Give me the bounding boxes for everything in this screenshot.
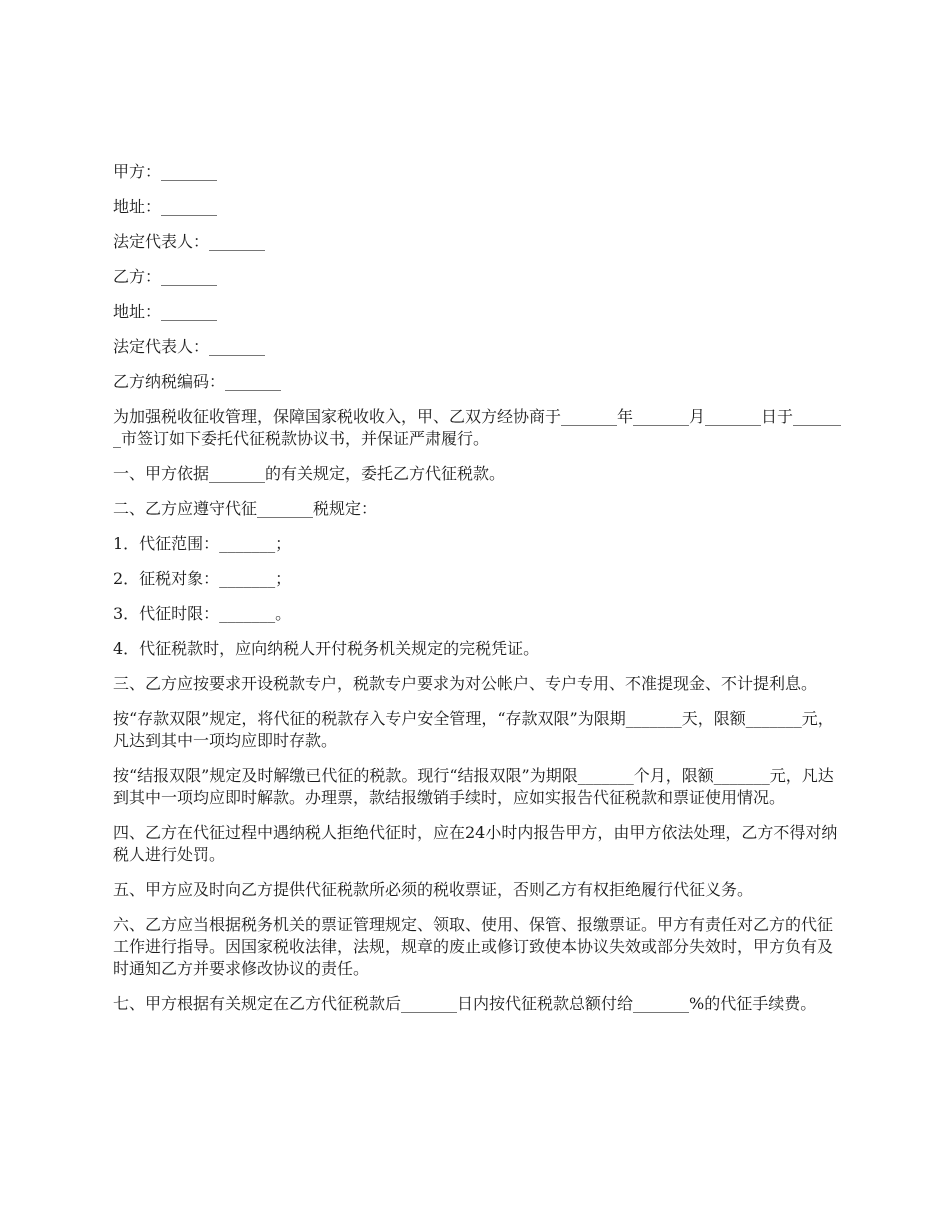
party-a-address-line: 地址：_______ [113, 197, 218, 216]
clause-2: 二、乙方应遵守代征_______税规定： [113, 499, 378, 518]
party-b-legal-rep-line: 法定代表人：_______ [113, 337, 266, 356]
clause-2-item-2: 2．征税对象：_______； [113, 569, 292, 588]
document-body [113, 161, 843, 1028]
clause-7: 七、甲方根据有关规定在乙方代征税款后_______日内按代征税款总额付给_______%的代征手续费。 [113, 994, 817, 1013]
clause-2-item-1: 1．代征范围：_______； [113, 534, 292, 553]
clause-2-item-3: 3．代征时限：_______。 [113, 604, 292, 623]
party-b-line: 乙方：_______ [113, 267, 218, 286]
clause-5: 五、甲方应及时向乙方提供代征税款所必须的税收票证，否则乙方有权拒绝履行代征义务。 [113, 880, 754, 899]
party-a-line: 甲方：_______ [113, 162, 218, 181]
clause-1: 一、甲方依据_______的有关规定，委托乙方代征税款。 [113, 464, 506, 483]
clause-4: 四、乙方在代征过程中遇纳税人拒绝代征时，应在24小时内报告甲方，由甲方依法处理，乙方不得对纳税人进行处罚。 [113, 823, 838, 864]
clause-2-item-4: 4．代征税款时，应向纳税人开付税务机关规定的完税凭证。 [113, 639, 540, 658]
party-b-tax-code-line: 乙方纳税编码：_______ [113, 372, 282, 391]
party-a-legal-rep-line: 法定代表人：_______ [113, 232, 266, 251]
clause-3-settlement-limits: 按“结报双限”规定及时解缴已代征的税款。现行“结报双限”为期限_______个月，限额_______元，凡达到其中一项均应即时解款。办理票，款结报缴销手续时，应如实报告代征税款和票证使用情况。 [113, 766, 834, 807]
party-b-address-line: 地址：_______ [113, 302, 218, 321]
clause-3: 三、乙方应按要求开设税款专户，税款专户要求为对公帐户、专户专用、不准提现金、不计提利息。 [113, 674, 818, 693]
preamble-paragraph: 为加强税收征收管理，保障国家税收收入，甲、乙双方经协商于_______年_______月_______日于_______市签订如下委托代征税款协议书，并保证严肃履行。 [113, 407, 842, 448]
clause-3-deposit-limits: 按“存款双限”规定，将代征的税款存入专户安全管理，“存款双限”为限期_______天，限额_______元，凡达到其中一项均应即时存款。 [113, 709, 834, 750]
clause-6: 六、乙方应当根据税务机关的票证管理规定、领取、使用、保管、报缴票证。甲方有责任对乙方的代征工作进行指导。因国家税收法律，法规，规章的废止或修订致使本协议失效或部分失效时，甲方负有及时通知乙方并要求修改协议的责任。 [113, 915, 834, 978]
